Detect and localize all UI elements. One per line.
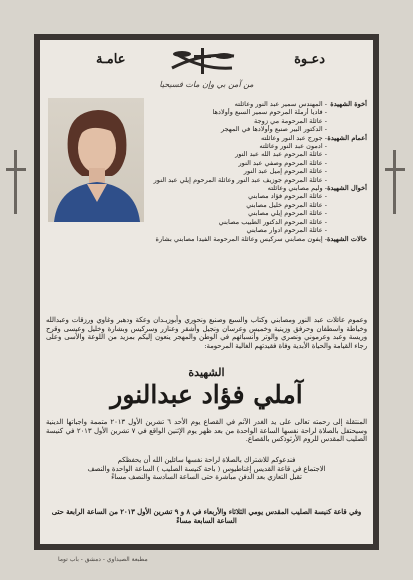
family-member-name: - وليم مصابني وعائلته	[147, 184, 327, 192]
family-member-name: - المهندس سمير عبد النور وعائلته	[147, 100, 327, 108]
notice-header	[40, 46, 373, 94]
family-member-name: - ادمون عبد النور وعائلته	[147, 142, 327, 150]
family-group-label: أخوال الشهيدة	[327, 184, 367, 193]
family-member-name: - جورج عبد النور وعائلته	[147, 134, 327, 142]
family-group-label	[327, 108, 367, 116]
family-group-label	[327, 192, 367, 200]
family-group-label	[327, 209, 367, 217]
family-member-name: - عائلة المرحوم فؤاد مصابني	[147, 192, 327, 200]
family-group-label	[327, 117, 367, 125]
family-row	[147, 100, 367, 108]
portrait-photo	[48, 98, 144, 222]
family-group-label	[327, 201, 367, 209]
family-member-name: - عائلة المرحوم الدكتور الطبيب مصابني	[147, 218, 327, 226]
family-member-name: - عائلة المرحومة مي زوجة	[147, 117, 327, 125]
family-group-label: أخوة الشهيدة	[330, 100, 367, 108]
family-group-label	[327, 167, 367, 175]
family-member-name: - فاديا أرملة المرحوم سمير السبع وأولادها	[147, 108, 327, 116]
family-member-name: - عائلة المرحوم إيلي مصابني	[147, 209, 327, 217]
family-group-label: خالات الشهيدة	[326, 234, 367, 243]
family-row	[147, 184, 367, 192]
family-row	[147, 226, 367, 234]
notice-paper	[40, 40, 373, 544]
family-group-label	[327, 125, 367, 133]
family-group-label	[327, 226, 367, 234]
family-row	[147, 117, 367, 125]
family-member-name: - عائلة المرحوم إميل عبد النور	[147, 167, 327, 175]
family-member-name: - عائلة المرحوم ادوار مصابني	[147, 226, 327, 234]
family-row	[147, 108, 367, 116]
family-row	[147, 167, 367, 175]
family-group-label	[327, 142, 367, 150]
family-row	[147, 201, 367, 209]
death-paragraph: المنتقلة إلى رحمته تعالى على يد الغدر الآثم في القصاع يوم الأحد ٦ تشرين الأول ٢٠١٣ متممة واجباتها الدينية وسيحتفل بالصلاة لراحة نفسها الساعة الواحدة من بعد ظهر يوم الإثنين الواقع في ٧ تشرين الأول ٢٠١٣ في كنيسة الصليب المقدس للروم الأرثوذكس بالقصاع.	[46, 418, 367, 444]
wheat-cross-emblem-icon	[166, 46, 240, 76]
family-member-name: - إيفون مصابني سركيس وعائلة المرحومة الفيدا مصابني بشارة	[147, 235, 327, 243]
family-member-name: - عائلة المرحوم وصفي عبد النور	[147, 159, 327, 167]
family-row	[147, 125, 367, 133]
header-verse: من آمن بي وإن مات فسيحيا	[159, 80, 254, 89]
condolences-paragraph: وفي قاعة كنيسة الصليب المقدس يومي الثلاثاء والأربعاء في ٨ و ٩ تشرين الأول ٢٠١٣ من الساعة الرابعة حتى الساعة السابعة مساءً	[51, 508, 362, 525]
printer-footer: مطبعة الصيداوي - دمشق - باب توما	[58, 556, 148, 563]
cross-left-icon	[6, 150, 26, 214]
family-list	[147, 100, 367, 243]
deceased-name: آملي فؤاد عبدالنور	[110, 380, 303, 409]
family-row	[147, 218, 367, 226]
family-row	[147, 209, 367, 217]
family-row	[147, 142, 367, 150]
family-row	[147, 150, 367, 158]
family-member-name: - عائلة المرحوم عبد الله عبد النور	[147, 150, 327, 158]
notes-paragraph	[46, 456, 367, 482]
family-member-name: - الدكتور البير صنبع وأولادها في المهجر	[147, 125, 327, 133]
family-row	[147, 176, 367, 184]
family-group-label	[327, 150, 367, 158]
family-row	[147, 134, 367, 142]
note-line: فندعوكم للاشتراك بالصلاة لراحة نفسها سائلين الله أن يحفظكم	[117, 456, 296, 464]
family-group-label: أعمام الشهيدة	[327, 133, 367, 142]
note-line: تقبل التعازي بعد الدفن مباشرة حتى الساعة السادسة والنصف مساءً	[111, 473, 302, 482]
cross-right-icon	[385, 150, 405, 214]
notice-frame	[34, 34, 379, 550]
family-member-name: - عائلة المرحوم خليل مصابني	[147, 201, 327, 209]
family-member-name: - عائلة المرحوم جوزيف عبد النور وعائلة المرحوم إيلي عبد النور	[147, 176, 327, 184]
family-row	[147, 192, 367, 200]
martyr-title: الشهيدة	[188, 366, 225, 379]
family-row	[147, 159, 367, 167]
family-group-label	[327, 176, 367, 184]
note-line: الاجتماع في قاعة القديس إغناطيوس ( باحة كنيسة الصليب ) الساعة الواحدة والنصف	[87, 464, 326, 473]
family-row	[147, 235, 367, 243]
family-group-label	[327, 159, 367, 167]
header-word-left: عامـة	[96, 52, 126, 67]
relatives-paragraph: وعموم عائلات عبد النور ومصابني وكتاب والسبع وصنبع ونحوري وأبوزيـدان وعكة ودهبر وغاوي ورزقات وعبدالله وخياطة واسطفان وحرفق وزينية وخميس وعرسان ونجيل وأشقر وعنازر وسركيس وبشارة وخليل وعيسى وقرح وريسة وعبد وعرموني ونصري والوتر وأنسبائهم في الوطن والمهجر ينعون إليكم بمزيد من اللوعة والأسى وعلى رجاء القيامة والحياة الأبدية وفاة فقيدتهم الغالية المرحومة:	[46, 316, 367, 350]
family-group-label	[327, 218, 367, 226]
header-word-right: دعـوة	[294, 52, 325, 67]
